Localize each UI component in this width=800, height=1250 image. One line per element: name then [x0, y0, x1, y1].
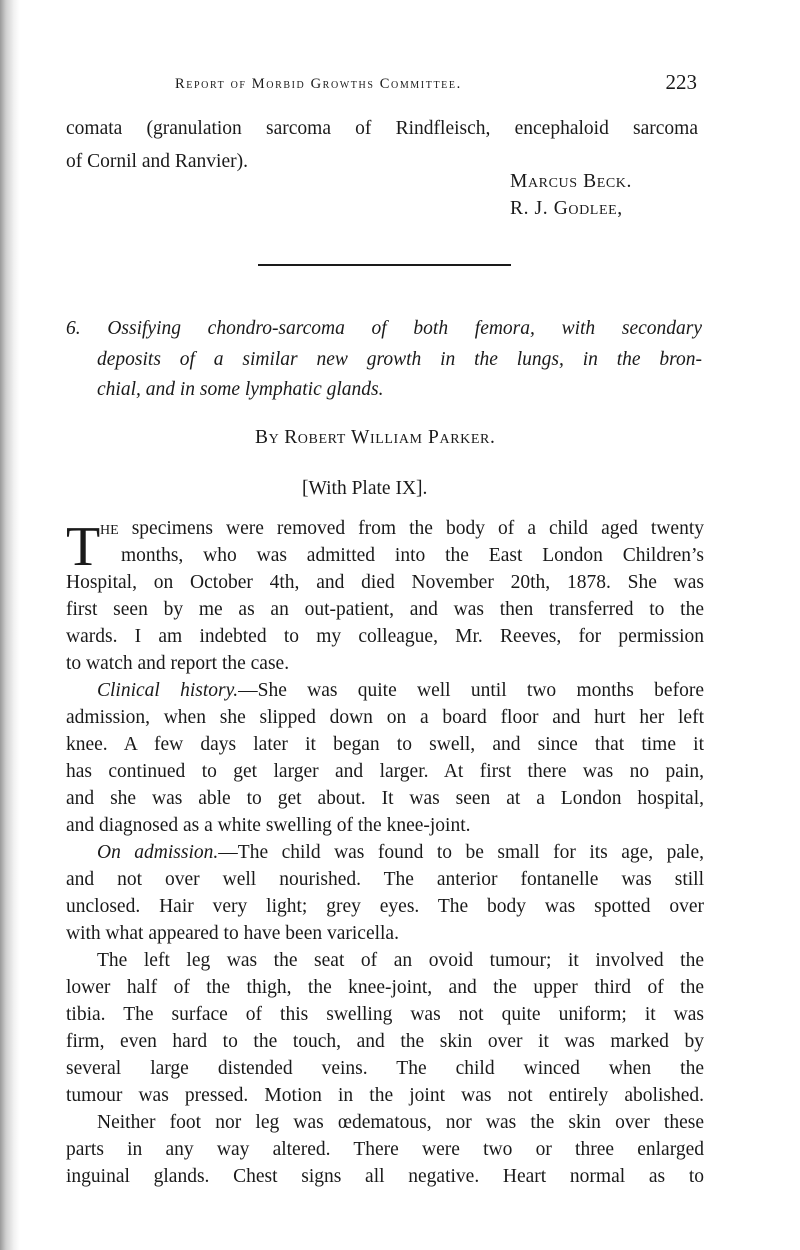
article-title-line-1: 6. Ossifying chondro-sarcoma of both femora, with secondary	[66, 318, 702, 339]
page-number: 223	[665, 70, 697, 94]
clinical-history-heading: Clinical history.	[97, 680, 239, 701]
body-line-5: wards. I am indebted to my colleague, Mr. Reeves, for permission	[66, 626, 704, 647]
body-line-2: months, who was admitted into the East London Children’s	[121, 545, 704, 566]
page-binding-shadow	[0, 0, 20, 1250]
body-line-24: parts in any way altered. There were two or three enlarged	[66, 1139, 704, 1160]
running-header	[175, 70, 705, 100]
plate-reference: [With Plate IX].	[302, 478, 428, 499]
body-line-11: and she was able to get about. It was seen at a London hospital,	[66, 788, 704, 809]
body-line-18: lower half of the thigh, the knee-joint, and the upper third of the	[66, 977, 704, 998]
body-line-9: knee. A few days later it began to swell, and since that time it	[66, 734, 704, 755]
body-line-20: firm, even hard to the touch, and the skin over it was marked by	[66, 1031, 704, 1052]
body-line-1-rest: specimens were removed from the body of a child aged twenty	[131, 518, 704, 539]
prev-text-line-1: comata (granulation sarcoma of Rindfleisch, encephaloid sarcoma	[66, 118, 698, 139]
author-signature-2: R. J. Godlee,	[510, 198, 623, 219]
byline-prefix: By	[255, 427, 280, 448]
opening-word: he	[100, 518, 119, 539]
body-line-25: inguinal glands. Chest signs all negative. Heart normal as to	[66, 1166, 704, 1187]
body-line-7	[97, 679, 704, 703]
article-title-line-3: chial, and in some lymphatic glands.	[97, 379, 384, 400]
body-line-8: admission, when she slipped down on a board floor and hurt her left	[66, 707, 704, 728]
body-line-7-rest: —She was quite well until two months before	[238, 680, 704, 701]
body-line-14: and not over well nourished. The anterior fontanelle was still	[66, 869, 704, 890]
on-admission-heading: On admission.	[97, 842, 219, 863]
body-line-1	[100, 517, 704, 541]
byline-author: Robert William Parker.	[284, 427, 496, 448]
body-line-13-rest: —The child was found to be small for its age, pale,	[218, 842, 704, 863]
article-title-line-2: deposits of a similar new growth in the lungs, in the bron-	[97, 349, 702, 370]
body-line-4: first seen by me as an out-patient, and was then transferred to the	[66, 599, 704, 620]
drop-cap: T	[66, 516, 101, 578]
body-line-10: has continued to get larger and larger. At first there was no pain,	[66, 761, 704, 782]
body-line-19: tibia. The surface of this swelling was not quite uniform; it was	[66, 1004, 704, 1025]
running-title: Report of Morbid Growths Committee.	[175, 76, 462, 92]
body-line-3: Hospital, on October 4th, and died November 20th, 1878. She was	[66, 572, 704, 593]
article-byline	[255, 426, 495, 450]
body-line-17: The left leg was the seat of an ovoid tumour; it involved the	[97, 950, 704, 971]
body-line-12: and diagnosed as a white swelling of the knee-joint.	[66, 815, 471, 836]
body-line-15: unclosed. Hair very light; grey eyes. The body was spotted over	[66, 896, 704, 917]
body-line-21: several large distended veins. The child winced when the	[66, 1058, 704, 1079]
body-line-23: Neither foot nor leg was œdematous, nor was the skin over these	[97, 1112, 704, 1133]
section-divider	[258, 264, 511, 266]
body-line-13	[97, 841, 704, 865]
author-signature-1: Marcus Beck.	[510, 171, 632, 192]
body-line-22: tumour was pressed. Motion in the joint was not entirely abolished.	[66, 1085, 704, 1106]
body-line-6: to watch and report the case.	[66, 653, 290, 674]
body-line-16: with what appeared to have been varicella.	[66, 923, 399, 944]
prev-text-line-2: of Cornil and Ranvier).	[66, 151, 248, 172]
